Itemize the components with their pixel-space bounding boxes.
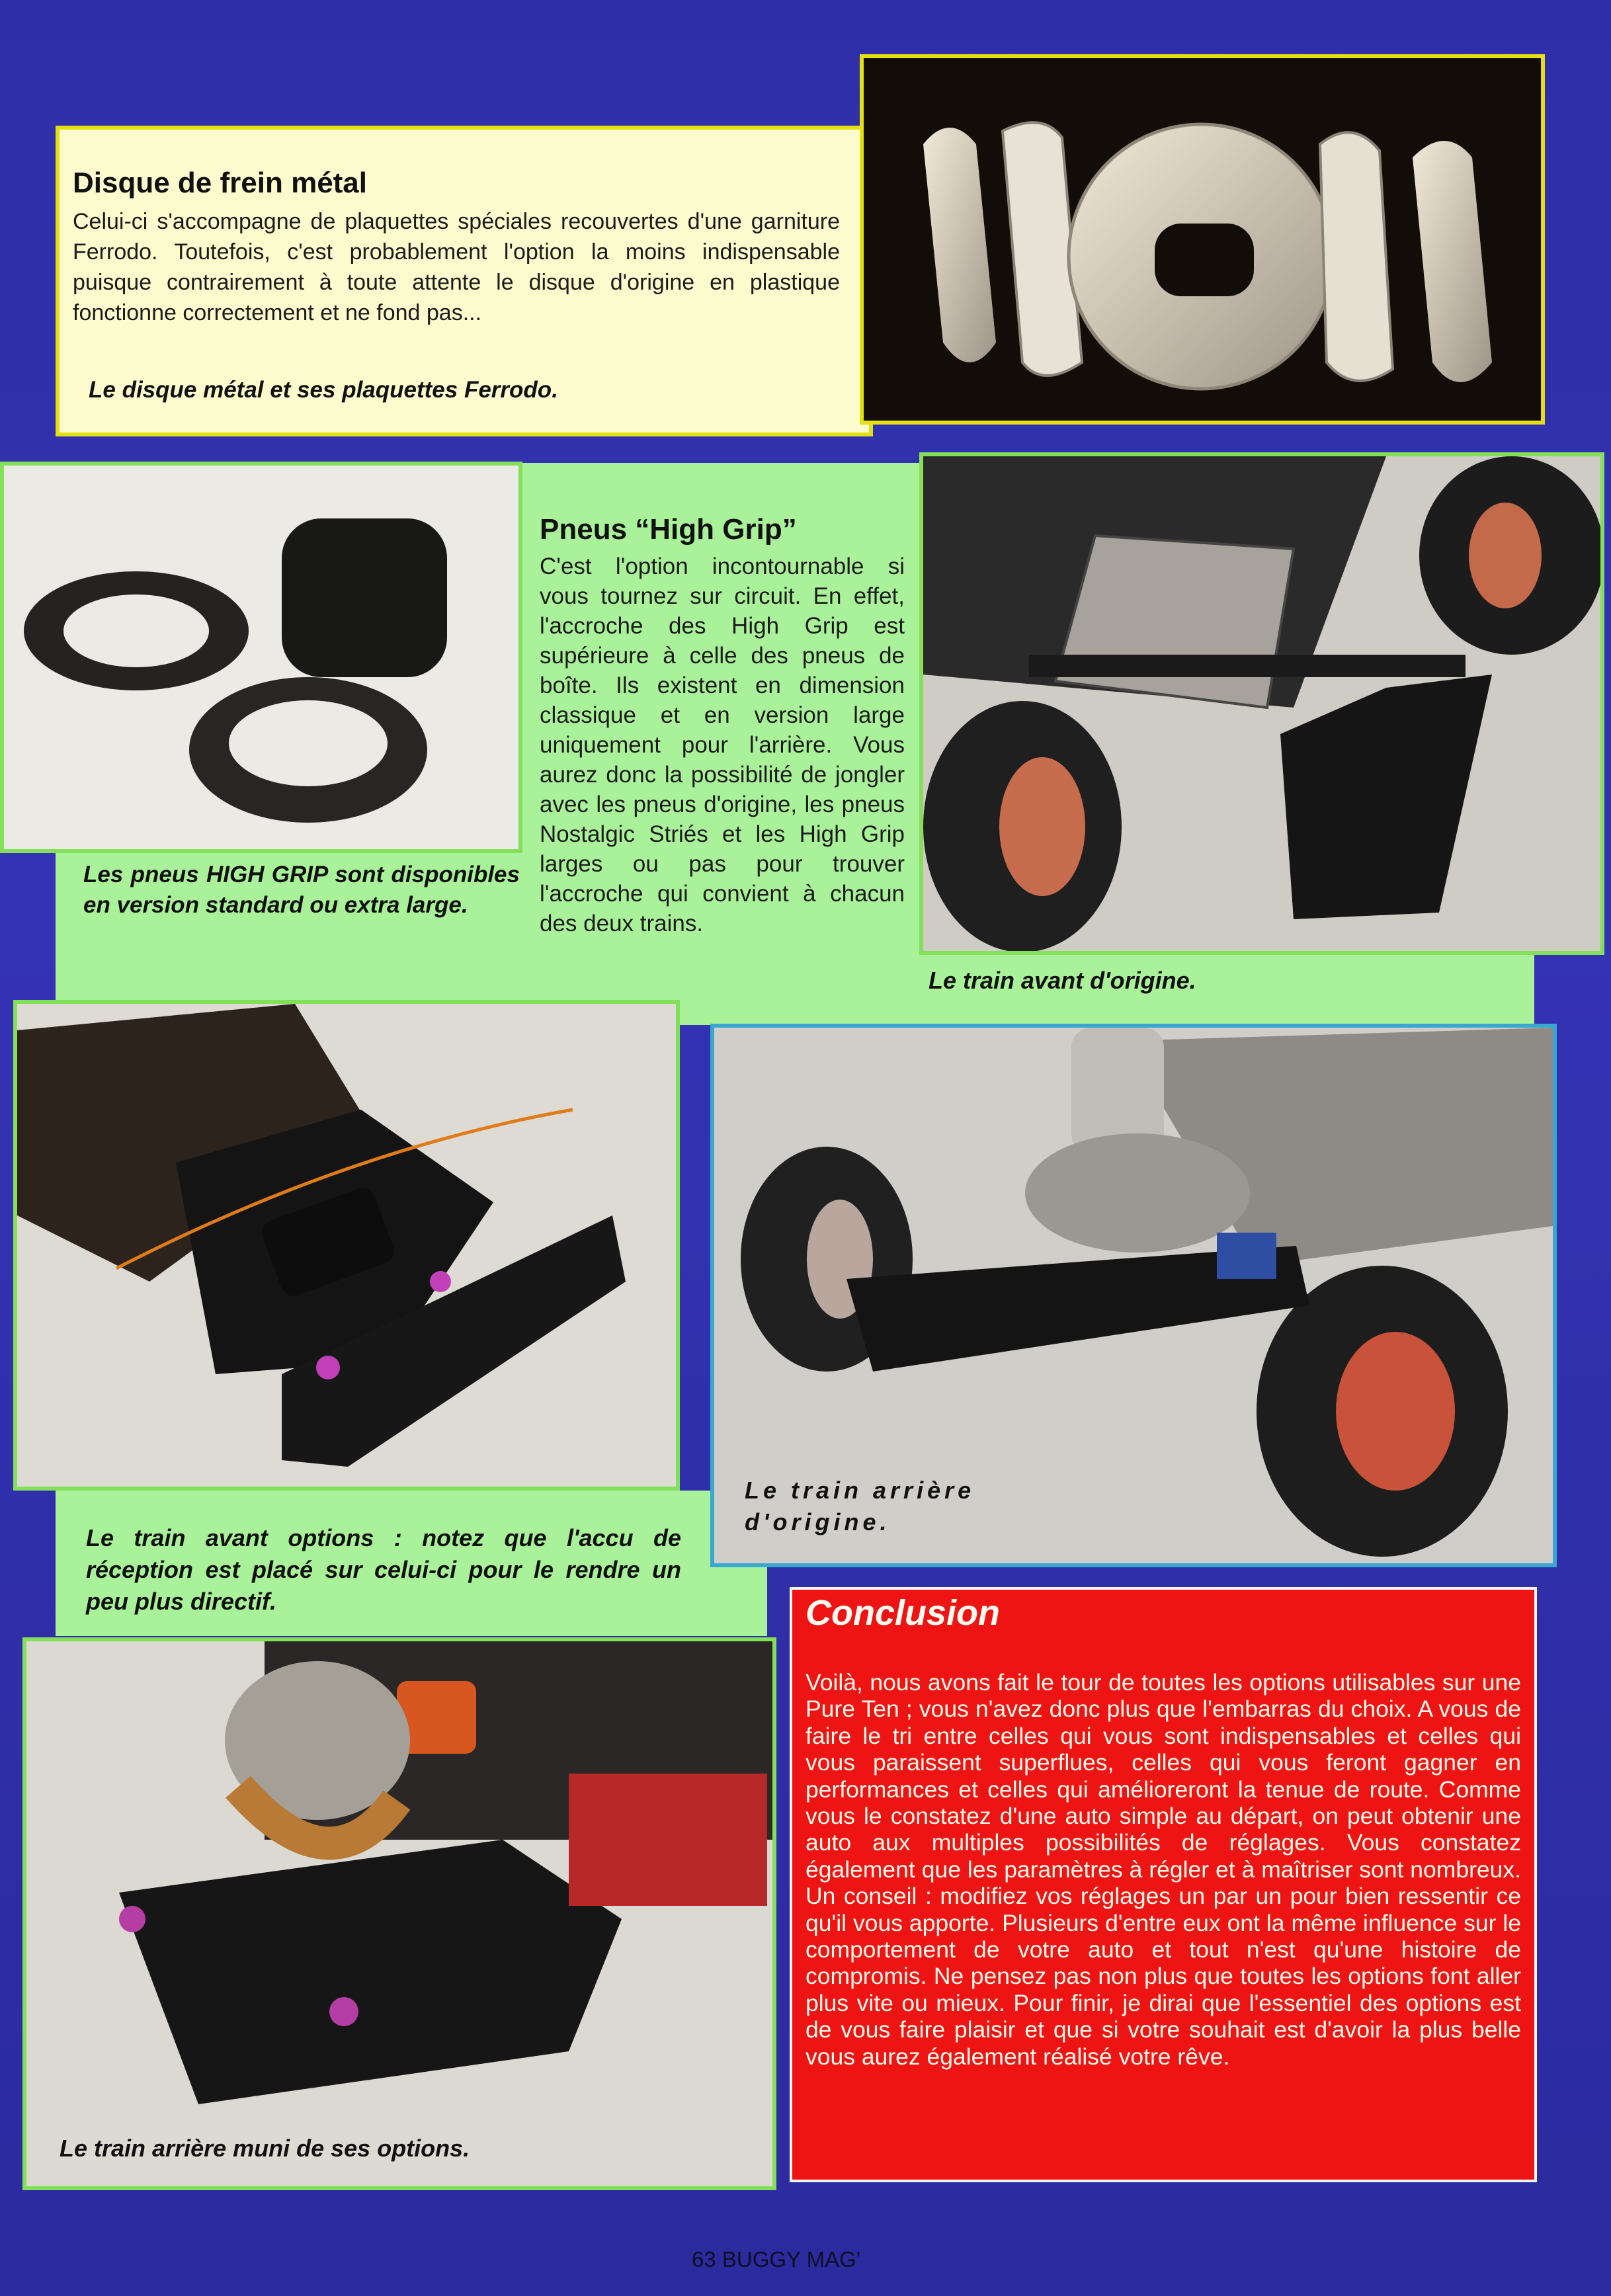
tyres-title: Pneus “High Grip”: [540, 513, 797, 546]
rear-options-photo: [22, 1637, 776, 2190]
tyres-body: C'est l'option incontournable si vous tournez sur circuit. En effet, l'accroche des High Grip est supérieure à celle des pneus de boîte. Ils existent en dimension classique et en version large uniquement pour l'arrière. Vous aurez donc la possibilité de jongler avec les pneus d'origine, les pneus Nostalgic Striés et les High Grip larges ou pas pour trouver l'accroche qui convient à chacun des deux trains.: [540, 554, 905, 936]
conclusion-title: Conclusion: [806, 1593, 1000, 1633]
front-options-image: [17, 1004, 676, 1487]
brake-caption: Le disque métal et ses plaquettes Ferrodo.: [89, 377, 558, 403]
brake-disc-photo: [860, 54, 1545, 425]
tyres-caption: Les pneus HIGH GRIP sont disponibles en version standard ou extra large.: [83, 862, 520, 918]
brake-title: Disque de frein métal: [73, 167, 368, 199]
tyres-image: [4, 466, 518, 849]
page-number: 63 BUGGY MAG': [692, 2247, 861, 2272]
brake-disc-image: [864, 58, 1541, 421]
front-origin-photo: [919, 452, 1604, 955]
front-origin-image: [923, 456, 1600, 951]
conclusion-body: Voilà, nous avons fait le tour de toutes les options utilisables sur une Pure Ten ; vous n'avez donc plus que l'embarras du choix. A vous de faire le tri entre celles qui vous sont indispensables et celles qui vous paraissent superflues, celles qui vous feront gagner en performances et celles qui amélioreront la tenue de route. Comme vous le constatez d'une auto simple au départ, on peut obtenir une auto aux multiples possibilités de réglages. Vous constatez également que les paramètres à régler et à maîtriser sont nombreux. Un conseil : modifiez vos réglages un par un pour bien ressentir ce qu'il vous apporte. Plusieurs d'entre eux ont la même influence sur le comportement de votre auto et tout n'est qu'une histoire de compromis. Ne pensez pas non plus que toutes les options font aller plus vite ou mieux. Pour finir, je dirai que l'essentiel des options est de vous faire plaisir et que si votre souhait est d'avoir la plus belle vous aurez également réalisé votre rêve.: [806, 1669, 1521, 2070]
front-options-caption: Le train avant options : notez que l'accu de réception est placé sur celui-ci pour le rendre un peu plus directif.: [86, 1524, 681, 1615]
rear-origin-caption: Le train arrière d'origine.: [741, 1472, 1052, 1541]
tyres-photo: [0, 462, 522, 853]
front-options-photo: [13, 1000, 680, 1491]
brake-body: Celui-ci s'accompagne de plaquettes spéciales recouvertes d'une garniture Ferrodo. Toutefois, c'est probablement l'option la moins indispensable puisque contrairement à toute attente le disque d'origine en plastique fonctionne correctement et ne fond pas...: [73, 209, 840, 325]
rear-options-caption: Le train arrière muni de ses options.: [60, 2135, 655, 2162]
rear-options-image: [26, 1641, 772, 2186]
front-origin-caption: Le train avant d'origine.: [929, 967, 1196, 994]
